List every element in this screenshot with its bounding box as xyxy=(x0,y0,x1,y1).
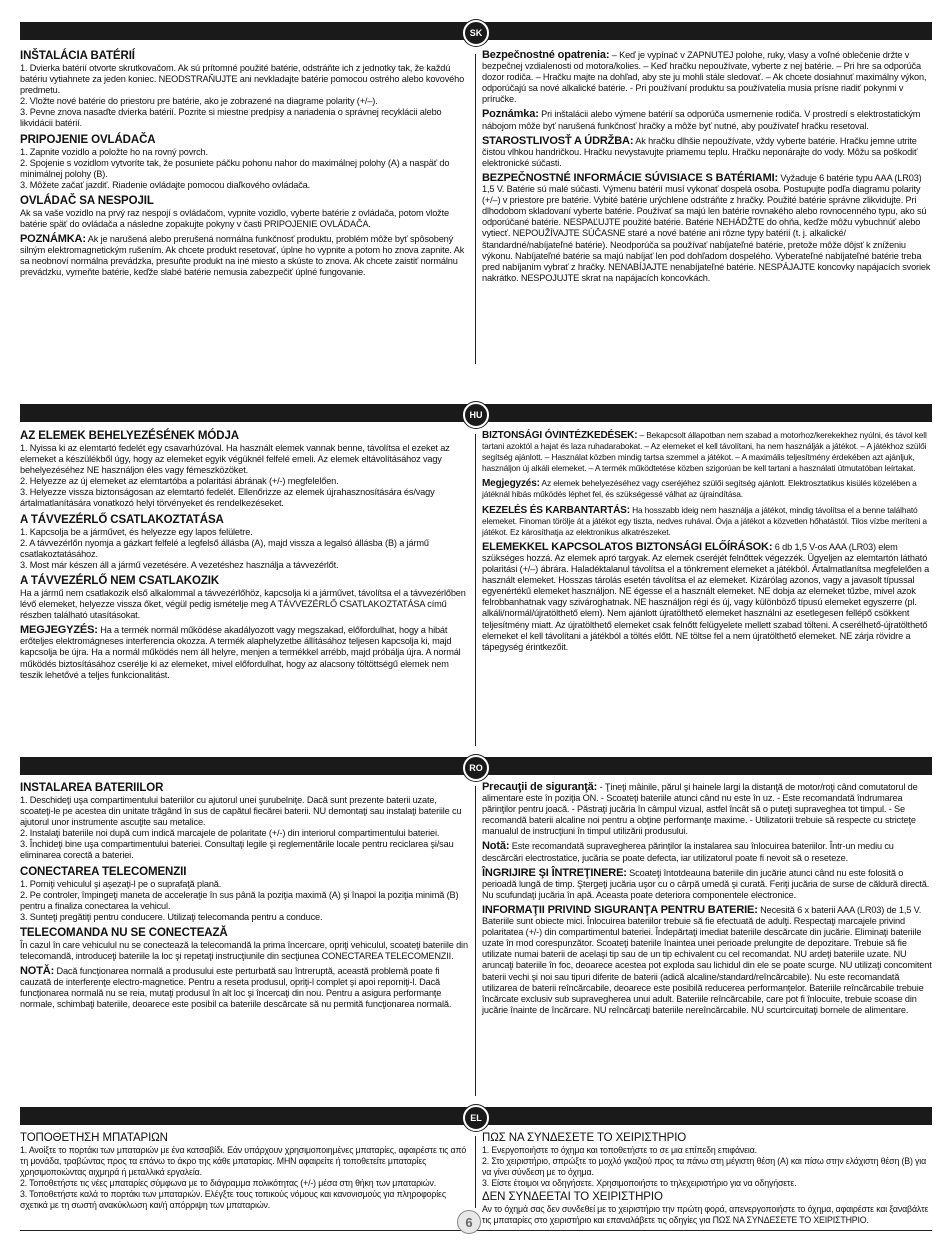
safety-text: – Keď je vypínač v ZAPNUTEJ polohe, ruky, vlasy a voľné oblečenie držte v bezpečnej vzdialenosti od motora/kolies. – Keď hračku nepoužívate, vyberte z nej batérie. – Pri hre sa odporúča dozor rodiča. – Hračku majte na dohľad, aby ste ju mohli stále sledovať. – Ak chcete dosiahnuť maximálny výkon, odporúčajú sa nové alkalické batérie. - Pri používaní produktu sa používatelia musia prísne riadiť pokynmi v príručke. xyxy=(482,50,927,105)
note-label: POZNÁMKA: xyxy=(20,233,86,246)
paragraph: În cazul în care vehiculul nu se conectează la telecomandă la prima încercare, opriţi vehiculul, scoateţi bateriile din telecomandă, introduceţi bateriile la loc şi repetaţi instrucţiunile din secţiunea CONECTAREA TELECOMENZII. xyxy=(20,939,468,962)
safety-text: – Bekapcsolt állapotban nem szabad a motorhoz/kerekekhez nyúlni, és távol kell tartani azoktól a hajat és laza ruhadarabokat. – Az elemeket el kell távolítani, ha nem használják a játékot. – A játékhoz szülői segítség ajánlott. – Használat közben mindig tartsa szemmel a játékot. – A maximális teljesítmény érdekében azt ajánljuk, használjon új alkáli elemeket. – A termék működtetése közben szigorúan be kell tartani a használati útmutatóban leírtakat. xyxy=(482,430,927,474)
battery-safety-text: 6 db 1,5 V-os AAA (LR03) elem szükséges hozzá. Az elemek apró targyak. Az elemek cseréjét felnőttek végezzék. Ügyeljen az elemtartón látható polaritási (+/–) ábrára. Haladéktalanul távolítsa el a tönkrement elemeket a játékból. Ártalmatlanítsa megfelelően a használt elemeket. Hosszas tárolás esetén távolítsa el az elemeket. Kizárólag azonos, vagy a javasolt típussal egyenértékű elemeket használjon. NE égesse el a használt elemeket. NE dobja az elemeket tűzbe, mivel azok felrobbanhatnak vagy szivároghatnak. NE használjon régi és új, vagy különböző típusú elemeket egyszerre (pl. alkáli/normál/újratölthető elem). Nem ajánlott újratölthető elemeket használni az esetlegesen fellépő csökkent teljesítmény miatt. Az újratölthető elemeket csak felnőtt felügyelete mellett szabad tölteni. A cserélhető-újratölthető elemeket el kell távolítani a játékból a töltés előtt. NE töltse fel a nem újratölthető elemeket. NE zárja rövidre a tápegység érintkezőit. xyxy=(482,541,930,652)
step: 3. Môžete začať jazdiť. Riadenie ovládajte pomocou diaľkového ovládača. xyxy=(20,179,311,190)
note-label: Notă: xyxy=(482,840,510,853)
battery-safety-paragraph xyxy=(482,905,932,1016)
note-text: Este recomandată supravegherea părinţilor la instalarea sau înlocuirea bateriilor. Într-un mediu cu descărcări electrostatice, jucăria se poate defecta, iar utilizatorul poate fi nevoit să o reseteze. xyxy=(482,841,894,863)
page-number: 6 xyxy=(457,1210,481,1234)
care-paragraph xyxy=(482,136,932,169)
heading-not-connected: A TÁVVEZÉRLŐ NEM CSATLAKOZIK xyxy=(20,574,220,587)
section-ro xyxy=(20,782,932,1100)
note-text: Ha a termék normál működése akadályozott vagy megszakad, előfordulhat, hogy a hibát erőteljes elektromágneses interferencia okozza. A termék alaphelyzetbe állításához teljesen kapcsolja ki, majd kapcsolja be újra. Ha a normál működés nem áll helyre, menjen a termékkel arrébb, majd próbálja újra. A normál működés biztosításához cserélje ki az elemeket, mivel előfordulhat, hogy az alacsony töltöttségű elemek nem teszik lehetővé a teljes funkcionalitást. xyxy=(20,625,461,680)
section-header-el xyxy=(20,1107,932,1125)
care-label: ÎNGRIJIRE ŞI ÎNTREŢINERE: xyxy=(482,866,627,879)
step: 3. Pevne znova nasaďte dvierka batérií. Pozrite si miestne predpisy a nariadenia o správnej recyklácii alebo likvidácii batérií. xyxy=(20,107,442,129)
care-text: Scoateţi întotdeauna bateriile din jucărie atunci când nu este folosită o perioadă lungă de timp. Ştergeţi jucăria uşor cu o cârpă umedă şi curată. Feriţi jucăria de surse de căldură directă. Nu scufundaţi jucăria în apă. Aceasta poate deteriora componentele electronice. xyxy=(482,867,930,900)
care-paragraph xyxy=(482,505,932,538)
note-label: MEGJEGYZÉS: xyxy=(20,624,98,637)
heading-not-connected: OVLÁDAČ SA NESPOJIL xyxy=(20,194,154,207)
care-label: KEZELÉS ÉS KARBANTARTÁS: xyxy=(482,504,630,516)
step: 1. Porniţi vehiculul şi aşezaţi-l pe o suprafaţă plană. xyxy=(20,878,222,889)
battery-safety-paragraph xyxy=(482,542,932,653)
step: 2. Helyezze az új elemeket az elemtartóba a polaritási ábrának (+/-) megfelelően. xyxy=(20,476,339,487)
step: 3. Închideţi bine uşa compartimentului bateriei. Consultaţi legile şi reglementările locale pentru reciclarea şi/sau eliminarea corectă a bateriei. xyxy=(20,839,454,861)
column-divider xyxy=(475,786,476,1096)
language-badge-sk: SK xyxy=(463,20,489,46)
care-text: Ak hračku dlhšie nepoužívate, vždy vyberte batérie. Hračku jemne utrite čistou vlhkou handričkou. Hračku nevystavujte priamemu teplu. Hračku neponárajte do vody. Môžu sa poškodiť elektronické súčasti. xyxy=(482,135,918,168)
el-right-column xyxy=(482,1132,932,1226)
language-badge-hu: HU xyxy=(463,402,489,428)
paragraph: Ha a jármű nem csatlakozik első alkalommal a távvezérlőhöz, kapcsolja ki a járművet, távolítsa el a távvezérlőben lévő elemeket, helyezze vissza őket, végül pedig ismételje meg A TÁVVEZÉRLŐ CSATLAKOZTATÁSA című részben található utasításokat. xyxy=(20,587,466,621)
note-paragraph xyxy=(20,966,468,1010)
section-sk xyxy=(20,50,932,368)
battery-safety-label: INFORMAŢII PRIVIND SIGURANŢA PENTRU BATERIE: xyxy=(482,903,758,916)
battery-safety-text: Vyžaduje 6 batérie typu AAA (LR03) 1,5 V. Batérie sú malé súčasti. Výmenu batérií musí vykonať dospelá osoba. Postupujte podľa diagramu polarity (+/–) v priestore pre batérie. Vybité batérie urýchlene odstráňte z hračky. Použité batérie správne zlikvidujte. Pri dlhodobom skladovaní vyberte batérie. Používať sa majú len batérie rovnakého alebo rovnocenného typu, ako sú odporúčané batérie. NESPAĽUJTE použité batérie. Batérie NEHÁDŽTE do ohňa, keďže môžu vybuchnúť alebo vytiecť. NEPOUŽÍVAJTE SÚČASNE staré a nové batérie ani rôzne typy batérií (t. j. alkalické/štandardné/nabíjateľné batérie). Neodporúča sa používať nabíjateľné batérie, pretože môže dôjsť k zníženiu výkonu. Nabíjateľné batérie sa majú nabíjať len pod dohľadom dospelého. Vyberateľné nabíjateľné batérie treba pred nabíjaním vybrať z hračky. NENABÍJAJTE nenabíjateľné batérie. NESPÁJAJTE koncovky napájacích svoriek nakrátko. NESPOJUJTE skrat na napájacích koncovkách. xyxy=(482,172,931,283)
safety-paragraph xyxy=(482,50,932,105)
step: 2. A távvezérlőn nyomja a gázkart felfelé a legfelső állásba (A), majd vissza a legalsó állásba (B) a jármű csatlakoztatásához. xyxy=(20,537,429,559)
step: 1. Ενεργοποιήστε το όχημα και τοποθετήστε το σε μια επίπεδη επιφάνεια. xyxy=(482,1145,757,1155)
note-paragraph xyxy=(20,234,468,278)
battery-safety-text: Necesită 6 x baterii AAA (LR03) de 1,5 V. Bateriile sunt obiecte mici. Înlocuirea bateriilor trebuie să fie efectuată de adulţi. Respectaţi marcajele privind polaritatea (+/-) din compartimentul bateriei. Îndepărtaţi imediat bateriile descărcate din jucărie. Eliminaţi bateriile uzate în mod corespunzător. Scoateţi bateriile înaintea unei perioade prelungite de depozitare. Trebuie să fie utilizate numai baterii de acelaşi tip sau de un tip echivalent cu cel recomandat. NU ardeţi bateriile uzate. NU aruncaţi bateriile în foc, deoarece acestea pot exploda sau lichidul din ele se poate scurge. NU utilizaţi concomitent baterii vechi şi noi sau tipuri diferite de baterii (adică alcaline/standard/reîncărcabile). Nu este recomandată utilizarea de baterii reîncărcabile, deoarece este posibilă reducerea performanţelor. Bateriile reîncărcabile trebuie încărcate exclusiv sub supravegherea unui adult. Bateriile reîncărcabile, care pot fi înlocuite, trebuie scoase din jucărie înainte de încărcare. NU reîncărcaţi bateriile nereîncărcabile. NU scurtcircuitaţi bornele de alimentare. xyxy=(482,904,932,1015)
care-label: STAROSTLIVOSŤ A ÚDRŽBA: xyxy=(482,134,634,147)
step: 1. Deschideţi uşa compartimentului bateriilor cu ajutorul unei şurubelniţe. Dacă sunt prezente baterii uzate, scoateţi-le pe acestea din unitate trăgând în sus de capătul fiecărei baterii. NU demontaţi sau instalaţi bateriile cu ajutorul unor instrumente ascuţite sau metalice. xyxy=(20,795,462,828)
step: 3. Sunteţi pregătiţi pentru conducere. Utilizaţi telecomanda pentru a conduce. xyxy=(20,911,323,922)
sk-left-column xyxy=(20,50,468,368)
heading-controller-connect: CONECTAREA TELECOMENZII xyxy=(20,865,187,878)
battery-safety-label: BEZPEČNOSTNÉ INFORMÁCIE SÚVISIACE S BATÉRIAMI: xyxy=(482,171,779,184)
step: 2. Στο χειριστήριο, σπρώξτε το μοχλό γκαζιού προς τα πάνω στη μέγιστη θέση (A) και πίσω στην ελάχιστη θέση (B) για να γίνει σύνδεση με το όχημα. xyxy=(482,1156,927,1178)
step: 1. Kapcsolja be a járművet, és helyezze egy lapos felületre. xyxy=(20,526,253,537)
section-el xyxy=(20,1132,932,1226)
note-label: NOTĂ: xyxy=(20,965,55,978)
safety-label: Bezpečnostné opatrenia: xyxy=(482,49,610,61)
heading-battery-install: AZ ELEMEK BEHELYEZÉSÉNEK MÓDJA xyxy=(20,430,239,442)
note-paragraph xyxy=(482,478,932,500)
paragraph: Αν το όχημά σας δεν συνδεθεί με το χειριστήριο την πρώτη φορά, απενεργοποιήστε το όχημα, αφαιρέστε και ξαναβάλτε τις μπαταρίες στο χειριστήριο και επαναλάβετε τις οδηγίες για ΠΩΣ ΝΑ ΣΥΝΔΕΣΕΤΕ ΤΟ ΧΕΙΡΙΣΤΗΡΙΟ. xyxy=(482,1204,929,1226)
heading-battery-install: INSTALAREA BATERIILOR xyxy=(20,782,164,794)
safety-text: - Ţineţi mâinile, părul şi hainele largi la distanţă de motor/roţi când comutatorul de alimentare este în poziţia ON. - Scoateţi bateriile atunci când nu este în uz. - Este recomandată îndrumarea părinţilor pentru joacă. - Păstraţi jucăria în câmpul vizual, astfel încât să o puteţi supraveghea tot timpul. - Se recomandă baterii alcaline noi pentru a obţine performanţe maxime. - Utilizatorii trebuie să respecte cu stricteţe manualul de instrucţiuni în timpul utilizării produsului. xyxy=(482,782,918,837)
column-divider xyxy=(475,434,476,746)
note-text: Dacă funcţionarea normală a produsului este perturbată sau întreruptă, această problemă poate fi cauzată de interferenţe electro-magnetice. Pentru a reseta produsul, opriţi-l complet şi apoi reporniţi-l. Dacă funcţionarea normală nu se reia, mutaţi produsul în alt loc şi încercaţi din nou. Pentru a asigura performanţe normale, schimbaţi bateriile, deoarece este posibil ca bateriile descărcate să nu permită funcţionarea normală. xyxy=(20,966,452,1010)
step: 2. Τοποθετήστε τις νέες μπαταρίες σύμφωνα με το διάγραμμα πολικότητας (+/-) μέσα στη θήκη των μπαταριών. xyxy=(20,1178,437,1189)
note-paragraph xyxy=(20,625,468,680)
note-text: Az elemek behelyezéséhez vagy cseréjéhez szülői segítség ajánlott. Elektrosztatikus kisülés közelében a játéknál hibás működés léphet fel, és szükségessé válhat az újraindítása. xyxy=(482,478,917,500)
step: 2. Spojenie s vozidlom vytvoríte tak, že posuniete páčku pohonu nahor do maximálnej polohy (A) a naspäť do minimálnej polohy (B). xyxy=(20,157,450,179)
heading-controller-connect: A TÁVVEZÉRLŐ CSATLAKOZTATÁSA xyxy=(20,513,224,526)
note-label: Poznámka: xyxy=(482,108,539,121)
battery-safety-label: ELEMEKKEL KAPCSOLATOS BIZTONSÁGI ELŐÍRÁSOK: xyxy=(482,540,773,553)
heading-not-connected: ΔΕΝ ΣΥΝΔΕΕΤΑΙ ΤΟ ΧΕΙΡΙΣΤΗΡΙΟ xyxy=(482,1191,663,1204)
step: 1. Ανοίξτε το πορτάκι των μπαταριών με ένα κατσαβίδι. Εάν υπάρχουν χρησιμοποιημένες μπαταρίες, αφαιρέστε τις από τη μονάδα, τραβώντας προς τα επάνω το άκρο της κάθε μπαταρίας. ΜΗΝ αφαιρείτε ή τοποθετείτε μπαταρίες χρησιμοποιώντας αιχμηρά ή μεταλλικά εργαλεία. xyxy=(20,1145,467,1178)
heading-controller-connect: PRIPOJENIE OVLÁDAČA xyxy=(20,133,156,146)
column-divider xyxy=(475,1136,476,1208)
note-paragraph xyxy=(482,109,932,131)
el-left-column xyxy=(20,1132,468,1212)
step: 2. Pe controler, împingeţi maneta de acceleraţie în sus până la poziţia maximă (A) şi înapoi la poziţia minimă (B) pentru a finaliza conectarea la vehicul. xyxy=(20,889,459,911)
section-header-ro xyxy=(20,757,932,775)
step: 3. Είστε έτοιμοι να οδηγήσετε. Χρησιμοποιήστε το τηλεχειριστήριο για να οδηγήσετε. xyxy=(482,1178,797,1189)
step: 3. Τοποθετήστε καλά το πορτάκι των μπαταριών. Ελέγξτε τους τοπικούς νόμους και κανονισμούς για πληροφορίες σχετικά με τη σωστή ανακύκλωση και/ή απόρριψη των μπαταριών. xyxy=(20,1189,446,1211)
note-text: Pri inštalácii alebo výmene batérií sa odporúča usmernenie rodiča. V prostredí s elektrostatickým nábojom môže byť narušená funkčnosť hračky a môže byť nutné, aby používateľ hračku resetoval. xyxy=(482,109,921,131)
safety-paragraph xyxy=(482,782,932,837)
hu-right-column xyxy=(482,430,932,750)
section-hu xyxy=(20,430,932,750)
step: 3. Most már készen áll a jármű vezetésére. A vezetéshez használja a távvezérlőt. xyxy=(20,559,339,570)
section-header-sk xyxy=(20,22,932,40)
care-text: Ha hosszabb ideig nem használja a játékot, mindig távolítsa el a benne található elemeket. Finoman törölje át a játékot egy tiszta, nedves ruhával. Óvja a játékot a közvetlen hőhatástól. Tilos vízbe meríteni a játékot. Ez károsíthatja az elektronikus alkatrészeket. xyxy=(482,504,927,537)
hu-left-column xyxy=(20,430,468,750)
heading-battery-install: ΤΟΠΟΘΕΤΗΣΗ ΜΠΑΤΑΡΙΩΝ xyxy=(20,1132,168,1144)
step: 2. Vložte nové batérie do priestoru pre batérie, ako je zobrazené na diagrame polarity (+/–). xyxy=(20,96,378,107)
section-header-hu xyxy=(20,404,932,422)
ro-left-column xyxy=(20,782,468,1100)
heading-not-connected: TELECOMANDA NU SE CONECTEAZĂ xyxy=(20,926,228,939)
language-badge-ro: RO xyxy=(463,755,489,781)
safety-paragraph xyxy=(482,430,932,474)
step: 1. Dvierka batérií otvorte skrutkovačom. Ak sú prítomné použité batérie, odstráňte ich z jednotky tak, že každú batériu vytiahnete za jeden koniec. NEODSTRAŇUJTE ani nevkladajte batérie pomocou ostrého alebo kovového predmetu. xyxy=(20,63,465,96)
column-divider xyxy=(475,54,476,364)
heading-controller-connect: ΠΩΣ ΝΑ ΣΥΝΔΕΣΕΤΕ ΤΟ ΧΕΙΡΙΣΤΗΡΙΟ xyxy=(482,1132,687,1144)
step: 2. Instalaţi bateriile noi după cum indică marcajele de polaritate (+/-) din interiorul compartimentului bateriei. xyxy=(20,828,440,839)
step: 1. Zapnite vozidlo a položte ho na rovný povrch. xyxy=(20,146,208,157)
step: 1. Nyissa ki az elemtartó fedelét egy csavarhúzóval. Ha használt elemek vannak benne, távolítsa el ezeket az elemeket a készülékből úgy, hogy az elemeket egyik végüknél felfelé emeli. Az elemek eltávolításához vagy behelyezéséhez NE használjon éles vagy fémeszközöket. xyxy=(20,443,450,476)
step: 3. Helyezze vissza biztonságosan az elemtartó fedelét. Ellenőrizze az elemek újrahasznosítására és/vagy ártalmatlanítására vonatkozó helyi törvényeket és rendelkezéseket. xyxy=(20,487,435,509)
safety-label: BIZTONSÁGI ÓVINTÉZKEDÉSEK: xyxy=(482,430,638,441)
care-paragraph xyxy=(482,868,932,901)
paragraph: Ak sa vaše vozidlo na prvý raz nespojí s ovládačom, vypnite vozidlo, vyberte batérie z ovládača, potom vložte batérie späť do ovládača a následne zopakujte pokyny v časti PRIPOJENIE OVLÁDAČA. xyxy=(20,207,449,230)
heading-battery-install: INŠTALÁCIA BATÉRIÍ xyxy=(20,50,135,62)
note-label: Megjegyzés: xyxy=(482,478,540,490)
note-paragraph xyxy=(482,841,932,863)
battery-safety-paragraph xyxy=(482,173,932,284)
ro-right-column xyxy=(482,782,932,1100)
note-text: Ak je narušená alebo prerušená normálna funkčnosť produktu, problém môže byť spôsobený silným elektromagnetickým rušením. Ak chcete produkt resetovať, úplne ho vypnite a potom ho znova zapnite. Ak sa neobnoví normálna prevádzka, presuňte produkt na iné miesto a skúste to znova. Ak chcete zaistiť normálnu prevádzku, vymeňte batérie, keďže slabé batérie nemusia zabezpečiť úplné fungovanie. xyxy=(20,234,465,278)
language-badge-el: EL xyxy=(463,1105,489,1131)
safety-label: Precauţii de siguranţă: xyxy=(482,781,598,793)
sk-right-column xyxy=(482,50,932,368)
